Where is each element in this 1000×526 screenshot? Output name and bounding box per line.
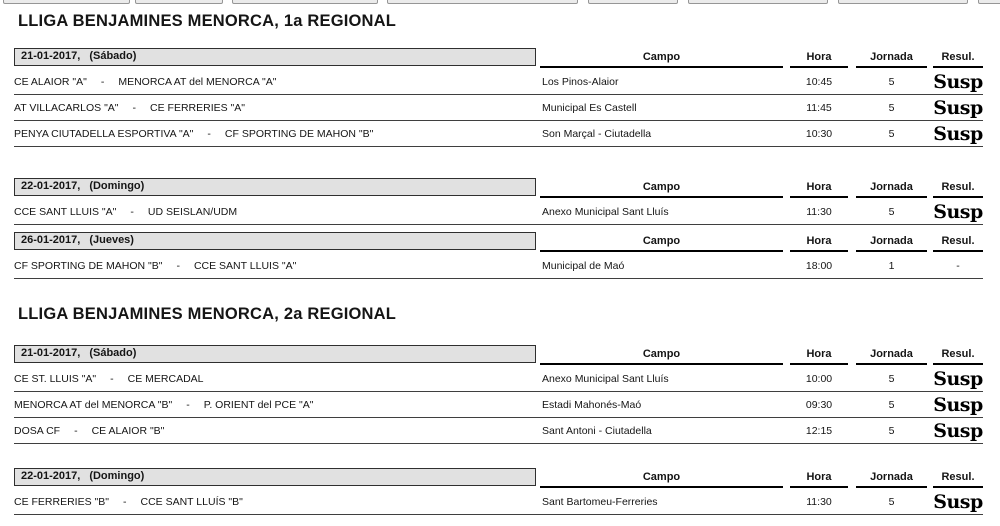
column-header-hora: Hora <box>790 233 848 252</box>
day-label: (Domingo) <box>89 470 145 482</box>
matchday-number: 5 <box>888 398 895 411</box>
result-suspended-stamp: Susp <box>933 490 983 513</box>
date-label: 22-01-2017, <box>21 470 81 482</box>
home-team: CE FERRERIES "B" <box>14 495 109 508</box>
matchup <box>14 496 536 508</box>
column-header-campo: Campo <box>540 233 783 252</box>
venue: Anexo Municipal Sant Lluís <box>542 372 669 385</box>
cropped-tab <box>135 0 223 4</box>
section-header <box>0 232 1000 253</box>
column-header-resul: Resul. <box>933 469 983 488</box>
home-team: CCE SANT LLUIS "A" <box>14 205 117 218</box>
result-suspended-stamp: Susp <box>933 200 983 223</box>
kickoff-time: 18:00 <box>805 259 833 272</box>
column-header-campo: Campo <box>540 49 783 68</box>
vs-separator: - <box>74 424 78 437</box>
away-team: UD SEISLAN/UDM <box>147 205 238 218</box>
vs-separator: - <box>186 398 190 411</box>
venue: Municipal de Maó <box>542 259 625 272</box>
date-label: 22-01-2017, <box>21 180 81 192</box>
away-team: CCE SANT LLUIS "A" <box>193 259 297 272</box>
matchday-number: 1 <box>888 259 895 272</box>
cropped-tab <box>387 0 578 4</box>
date-bar <box>14 48 536 66</box>
day-label: (Jueves) <box>89 234 134 246</box>
column-header-jornada: Jornada <box>856 346 927 365</box>
match-row <box>14 489 983 515</box>
vs-separator: - <box>122 495 127 508</box>
date-bar <box>14 178 536 196</box>
result-suspended-stamp: Susp <box>933 393 983 416</box>
kickoff-time: 10:45 <box>805 75 833 88</box>
column-header-campo: Campo <box>540 179 783 198</box>
cropped-tabs-row <box>0 0 1000 6</box>
vs-separator: - <box>130 205 134 218</box>
column-header-hora: Hora <box>790 469 848 488</box>
match-row <box>14 418 983 444</box>
column-header-resul: Resul. <box>933 179 983 198</box>
away-team: CE FERRERIES "A" <box>150 101 246 114</box>
column-header-campo: Campo <box>540 346 783 365</box>
away-team: CF SPORTING DE MAHON "B" <box>224 127 374 140</box>
matchup <box>14 102 536 114</box>
matchday-number: 5 <box>888 127 895 140</box>
column-header-campo: Campo <box>540 469 783 488</box>
kickoff-time: 11:45 <box>806 101 832 114</box>
vs-separator: - <box>132 101 137 114</box>
match-row <box>14 366 983 392</box>
kickoff-time: 12:15 <box>805 424 833 437</box>
home-team: AT VILLACARLOS "A" <box>14 101 119 114</box>
day-label: (Sábado) <box>89 50 137 62</box>
column-header-hora: Hora <box>790 346 848 365</box>
match-row <box>14 69 983 95</box>
home-team: CF SPORTING DE MAHON "B" <box>14 259 163 272</box>
kickoff-time: 11:30 <box>806 495 832 508</box>
section-header <box>0 178 1000 199</box>
cropped-tab <box>232 0 378 4</box>
matchup <box>14 425 536 437</box>
away-team: CE MERCADAL <box>127 372 204 385</box>
match-row <box>14 392 983 418</box>
cropped-tab <box>3 0 130 4</box>
away-team: MENORCA AT del MENORCA "A" <box>118 75 277 88</box>
away-team: CE ALAIOR "B" <box>91 424 165 437</box>
result-suspended-stamp: Susp <box>933 419 983 442</box>
matchup <box>14 260 536 272</box>
vs-separator: - <box>176 259 180 272</box>
home-team: MENORCA AT del MENORCA "B" <box>14 398 173 411</box>
matchday-number: 5 <box>888 495 895 508</box>
result-suspended-stamp: Susp <box>933 122 983 145</box>
column-header-jornada: Jornada <box>856 179 927 198</box>
matchday-number: 5 <box>888 101 895 114</box>
venue: Los Pinos-Alaior <box>542 75 619 88</box>
column-header-jornada: Jornada <box>856 469 927 488</box>
result-suspended-stamp: Susp <box>933 70 983 93</box>
home-team: PENYA CIUTADELLA ESPORTIVA "A" <box>14 127 194 140</box>
league-title-2a-regional: LLIGA BENJAMINES MENORCA, 2a REGIONAL <box>18 305 397 323</box>
matchday-number: 5 <box>888 372 895 385</box>
column-header-hora: Hora <box>790 179 848 198</box>
column-header-hora: Hora <box>790 49 848 68</box>
match-row <box>14 253 983 279</box>
home-team: DOSA CF <box>14 424 61 437</box>
section-header <box>0 48 1000 69</box>
matchup <box>14 373 536 385</box>
result-pending: - <box>956 259 960 272</box>
vs-separator: - <box>100 75 105 88</box>
vs-separator: - <box>110 372 114 385</box>
cropped-tab <box>838 0 968 4</box>
home-team: CE ALAIOR "A" <box>14 75 87 88</box>
match-row <box>14 121 983 147</box>
kickoff-time: 10:30 <box>805 127 833 140</box>
matchup <box>14 76 536 88</box>
kickoff-time: 10:00 <box>805 372 833 385</box>
cropped-tab <box>978 0 1000 4</box>
away-team: P. ORIENT del PCE "A" <box>203 398 314 411</box>
venue: Sant Antoni - Ciutadella <box>542 424 652 437</box>
venue: Anexo Municipal Sant Lluís <box>542 205 669 218</box>
column-header-jornada: Jornada <box>856 49 927 68</box>
vs-separator: - <box>207 127 211 140</box>
matchday-number: 5 <box>888 75 895 88</box>
cropped-tab <box>688 0 828 4</box>
kickoff-time: 11:30 <box>806 205 832 218</box>
match-row <box>14 95 983 121</box>
date-label: 26-01-2017, <box>21 234 81 246</box>
matchup <box>14 206 536 218</box>
date-bar <box>14 345 536 363</box>
matchday-number: 5 <box>888 205 895 218</box>
date-label: 21-01-2017, <box>21 347 81 359</box>
section-header <box>0 345 1000 366</box>
home-team: CE ST. LLUIS "A" <box>14 372 97 385</box>
date-bar <box>14 468 536 486</box>
column-header-jornada: Jornada <box>856 233 927 252</box>
matchday-number: 5 <box>888 424 895 437</box>
column-header-resul: Resul. <box>933 233 983 252</box>
result-suspended-stamp: Susp <box>933 367 983 390</box>
matchup <box>14 128 536 140</box>
date-label: 21-01-2017, <box>21 50 81 62</box>
venue: Sant Bartomeu-Ferreries <box>542 495 658 508</box>
column-header-resul: Resul. <box>933 346 983 365</box>
venue: Municipal Es Castell <box>542 101 637 114</box>
day-label: (Domingo) <box>89 180 145 192</box>
kickoff-time: 09:30 <box>805 398 833 411</box>
section-header <box>0 468 1000 489</box>
column-header-resul: Resul. <box>933 49 983 68</box>
venue: Son Marçal - Ciutadella <box>542 127 652 140</box>
league-title-1a-regional: LLIGA BENJAMINES MENORCA, 1a REGIONAL <box>18 12 397 30</box>
matchup <box>14 399 536 411</box>
date-bar <box>14 232 536 250</box>
day-label: (Sábado) <box>89 347 137 359</box>
venue: Estadi Mahonés-Maó <box>542 398 642 411</box>
match-row <box>14 199 983 225</box>
result-suspended-stamp: Susp <box>933 96 983 119</box>
cropped-tab <box>588 0 678 4</box>
away-team: CCE SANT LLUÍS "B" <box>140 495 243 508</box>
